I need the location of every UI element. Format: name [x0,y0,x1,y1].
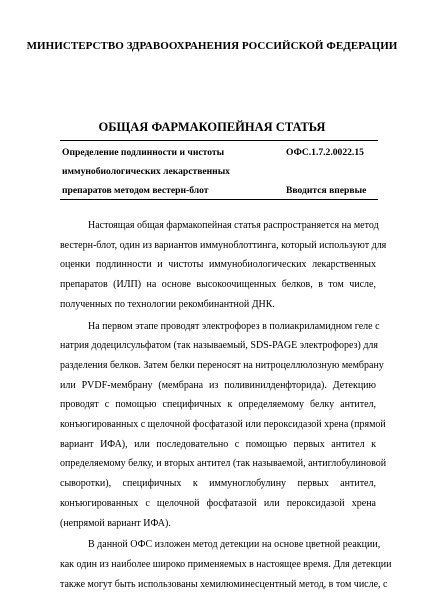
paragraph-line: проводят с помощью специфичных к определяемому белку антител, [60,399,376,411]
paragraph-line: натрия додецилсульфатом (так называемый, SDS-PAGE электрофорез) для [60,340,379,352]
paragraph [60,216,387,315]
article-body [60,216,392,594]
paragraph-line: препаратов (ИЛП) на основе высокоочищенных белков, в том числе, [60,279,376,291]
article-title [62,143,262,200]
paragraph-line: сыворотки), специфичных к иммуноглобулину первых антител, [60,478,376,490]
paragraph-line: или PVDF-мембрану (мембрана из поливинилденфторида). Детекцию [60,379,376,391]
document-type-heading: ОБЩАЯ ФАРМАКОПЕЙНАЯ СТАТЬЯ [98,120,326,134]
paragraph-line: как один из наиболее широко применяемых в настоящее время. Для детекции [60,558,392,570]
header-bottom-rule [60,199,378,200]
paragraph-line: конъюгированных с щелочной фосфатазой или пероксидазой хрена [60,497,376,509]
article-title-line: препаратов методом вестерн-блот [62,185,209,196]
article-title-line: иммунобиологических лекарственных [62,166,230,177]
introduction-note: Вводится впервые [286,185,367,196]
paragraph-line: На первом этапе проводят электрофорез в полиакриламидном геле с [88,320,380,332]
article-code: ОФС.1.7.2.0022.15 [286,147,364,158]
ministry-heading: МИНИСТЕРСТВО ЗДРАВООХРАНЕНИЯ РОССИЙСКОЙ ФЕДЕРАЦИИ [26,40,398,52]
paragraph-line: В данной ОФС изложен метод детекции на основе цветной реакции, [88,539,381,551]
paragraph-line: определяемому белку, и вторых антител (так называемой, антиглобулиновой [60,458,387,470]
paragraph-line: (непрямой вариант ИФА). [60,517,171,529]
paragraph-line: Настоящая общая фармакопейная статья распространяется на метод [88,220,379,231]
paragraph-line: разделения белков. Затем белки переносят на нитроцеллюлозную мембрану [60,359,384,371]
paragraph-line: также могут быть использованы хемилюминесцентный метод, в том числе, с [60,578,388,590]
paragraph-line: оценки подлинности и чистоты иммунобиологических лекарственных [60,259,376,271]
header-top-rule [60,140,378,141]
paragraph [60,535,392,594]
paragraph-line: вестерн-блот, один из вариантов иммуноблоттинга, который используют для [60,239,387,251]
paragraph-line: конъюгированных с щелочной фосфатазой или пероксидазой хрена (прямой [60,419,386,431]
paragraph-line: вариант ИФА), или последовательно с помощью первых антител к [60,438,376,450]
article-title-line: Определение подлинности и чистоты [62,147,225,158]
paragraph [60,317,387,534]
paragraph-line: полученных по технологии рекомбинантной ДНК. [60,298,275,310]
